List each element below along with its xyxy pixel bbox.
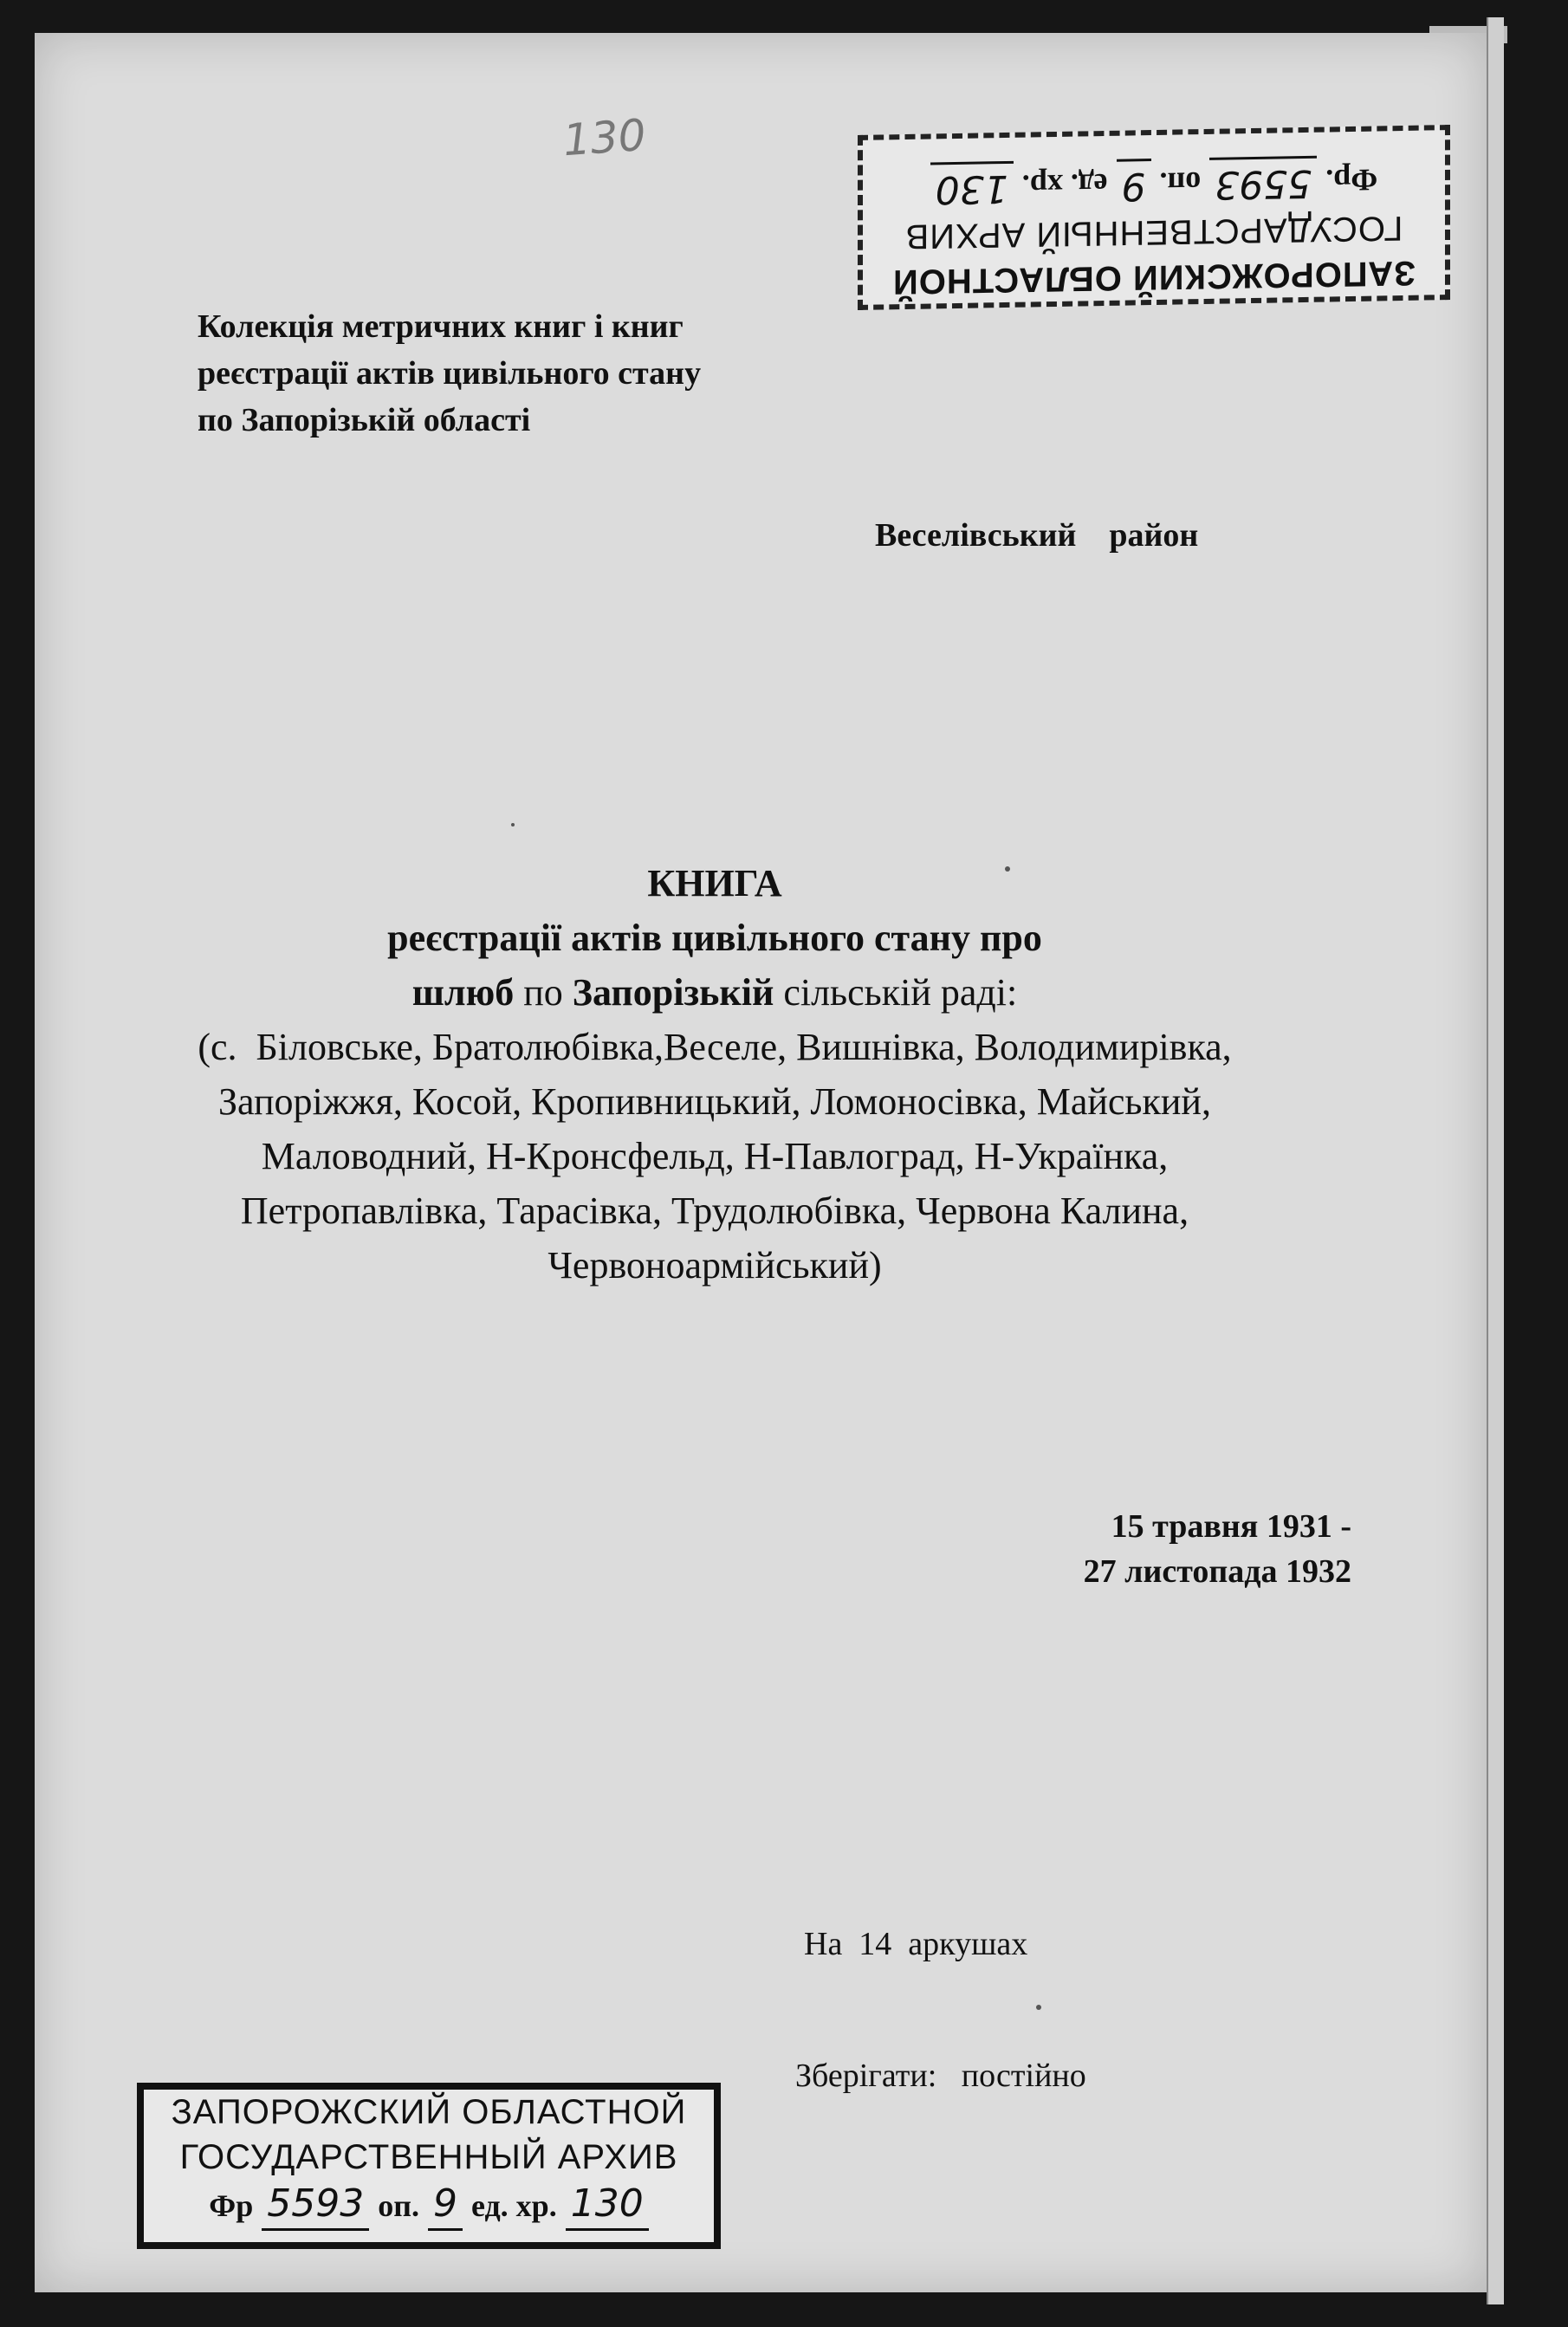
stamp-bottom-line1: ЗАПОРОЖСКИЙ ОБЛАСТНОЙ (171, 2093, 687, 2131)
paper-speck (1036, 2005, 1041, 2010)
stamp-bottom-fond-label: Фр (209, 2188, 254, 2223)
archive-stamp-bottom (137, 2083, 721, 2249)
retention-note: Зберігати: постійно (795, 2058, 1086, 2094)
villages-line-5: Червоноармійський) (548, 1244, 882, 1287)
district-label (875, 516, 1198, 554)
sheet-count: На 14 аркушах (804, 1926, 1028, 1962)
villages-line-1: (с. Біловське, Братолюбівка,Веселе, Вишнівка, Володимирівка, (198, 1026, 1232, 1068)
villages-line-4: Петропавлівка, Тарасівка, Трудолюбівка, Червона Калина, (240, 1189, 1189, 1232)
villages-line-3: Маловодний, Н-Кронсфельд, Н-Павлоград, Н-Українка, (261, 1135, 1169, 1177)
stamp-top-op: 9 (1117, 159, 1151, 211)
book-title-line2 (69, 965, 1360, 1020)
stamp-top-item: 130 (930, 161, 1014, 214)
archive-stamp-top (858, 125, 1450, 310)
book-title-line1: реєстрації актів цивільного стану про (387, 917, 1042, 959)
stamp-bottom-op: 9 (428, 2180, 463, 2231)
council-word: сільській раді: (774, 971, 1018, 1014)
marriage-word: шлюб (411, 971, 515, 1014)
book-title-block (69, 856, 1360, 1293)
stamp-bottom-line2: ГОСУДАРСТВЕННЫЙ АРХИВ (179, 2138, 678, 2176)
stamp-top-fond-label: Фр. (1325, 162, 1378, 198)
stamp-top-line2: ГОСУДАРСТВЕННЫЙ АРХИВ (904, 208, 1403, 256)
book-heading: КНИГА (647, 862, 782, 904)
paper-speck (511, 823, 515, 826)
collection-line-2: реєстрації актів цивільного стану (198, 355, 702, 392)
stamp-bottom-op-label: оп. (378, 2188, 419, 2223)
date-from: 15 травня 1931 - (1111, 1508, 1351, 1545)
page-right-edge (1487, 17, 1504, 2304)
pencil-page-number: 130 (561, 109, 648, 166)
stamp-bottom-item: 130 (566, 2180, 649, 2231)
stamp-top-fond: 5593 (1209, 156, 1317, 209)
stamp-top-op-label: оп. (1159, 165, 1202, 201)
by-word: по (514, 971, 573, 1014)
collection-line-1: Колекція метричних книг і книг (198, 308, 684, 345)
paper-speck (1005, 866, 1010, 872)
collection-heading (198, 303, 856, 444)
date-to: 27 листопада 1932 (1083, 1553, 1351, 1590)
council-name: Запорізькій (572, 971, 774, 1014)
date-range (970, 1504, 1351, 1594)
collection-line-3: по Запорізькій області (198, 402, 531, 438)
district-text: Веселівський район (875, 517, 1199, 554)
stamp-bottom-fond-row (144, 2180, 714, 2231)
stamp-bottom-item-label: ед. хр. (470, 2188, 557, 2223)
stamp-bottom-fond: 5593 (262, 2180, 369, 2231)
stamp-top-line1: ЗАПОРОЖСКИЙ ОБЛАСТНОЙ (892, 253, 1416, 301)
stamp-top-item-label: ед. хр. (1021, 166, 1108, 204)
villages-line-2: Запоріжжя, Косой, Кропивницький, Ломоносівка, Майський, (218, 1080, 1211, 1123)
